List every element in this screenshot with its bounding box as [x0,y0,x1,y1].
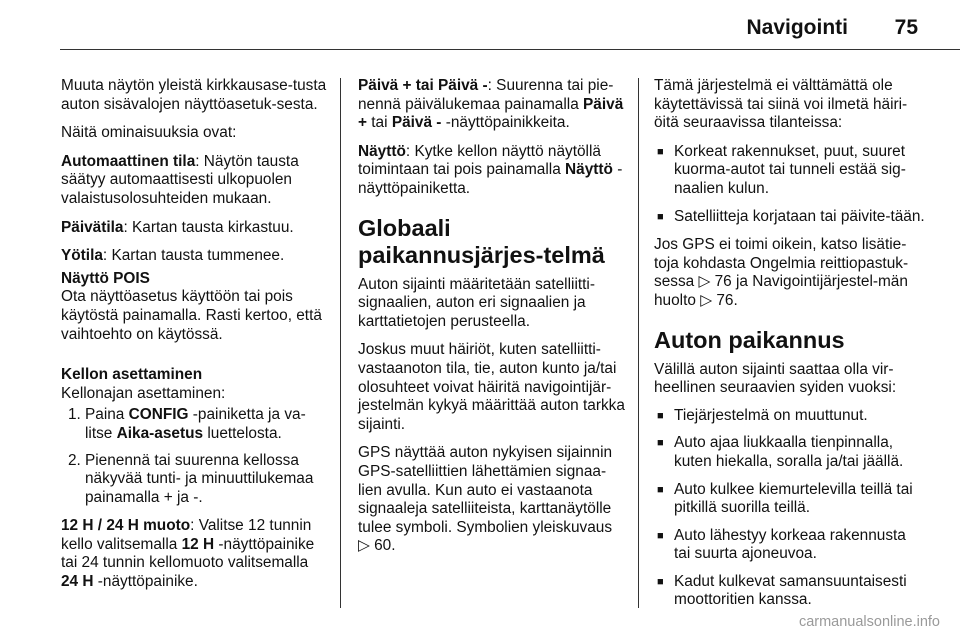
interference-list [654,143,926,226]
page-reference-link[interactable]: ▷ 60. [358,537,396,555]
paragraph-gps-3: GPS näyttää auton nykyisen sijainnin GPS-satelliittien lähettämien signaa-lien avulla. Kun auto ei vastaanota signaaleja satelliiteista, karttanäytölle tulee symboli. Symbolien yleiskuvaus ▷ 60. [358,444,613,555]
page-reference-link[interactable]: ▷ 76. [700,291,738,309]
paragraph-clock-format: 12 H / 24 H muoto: Valitse 12 tunnin kello valitsemalla 12 H -näyttöpainike tai 24 tunnin kellomuoto valitsemalla 24 H -näyttöpainike. [61,517,315,591]
paragraph-auto-mode: Automaattinen tila: Näytön tausta säätyy automaattisesti ulkopuolen valaistusolosuhteiden mukaan. [61,152,299,207]
list-item-text: Kadut kulkevat samansuuntaisesti moottoritien kanssa. [674,572,907,609]
square-bullet-icon: ■ [657,437,664,450]
positioning-error-list [654,407,926,610]
list-item [654,573,926,610]
list-item [654,527,926,564]
subheading-clock: Kellon asettaminen [61,366,203,384]
config-button-label: CONFIG [128,406,189,424]
list-item-text: Auto lähestyy korkeaa rakennusta tai suurta ajoneuvoa. [674,526,906,563]
column-1 [61,77,329,602]
term-day-mode: Päivätila [61,218,124,236]
square-bullet-icon: ■ [657,575,664,588]
term-display: Näyttö [358,142,406,160]
paragraph-display-off: Ota näyttöasetus käyttöön tai pois käytöstä painamalla. Rasti kertoo, että vaihtoehto on käytössä. [61,288,322,343]
column-2 [358,77,626,566]
section-title: Navigointi [746,16,848,39]
paragraph-gps-1: Auton sijainti määritetään satelliitti-signaalien, auton eri signaalien ja karttatietojen perusteella. [358,275,595,330]
clock-steps-list [61,406,329,507]
header-divider [60,49,960,50]
paragraph-day-mode: Päivätila: Kartan tausta kirkastuu. [61,218,294,236]
list-item [654,434,926,471]
square-bullet-icon: ■ [657,409,664,422]
list-item [654,208,926,227]
watermark: carmanualsonline.info [798,614,940,630]
term-clock-format: 12 H / 24 H muoto [61,517,191,535]
paragraph-positioning-intro: Välillä auton sijainti saattaa olla vir-heellinen seuraavien syiden vuoksi: [654,360,897,397]
paragraph-features: Näitä ominaisuuksia ovat: [61,124,237,142]
list-item [654,407,926,426]
paragraph-date-zoom: Päivä + tai Päivä -: Suurenna tai pie-nennä päivälukemaa painamalla Päivä + tai Päivä - -näyttöpainikkeita. [358,77,624,132]
list-item-text: Auto ajaa liukkaalla tienpinnalla, kuten hiekalla, soralla ja/tai jäällä. [674,434,904,470]
heading-gps: Globaali paikannusjärjes-telmä [358,214,605,268]
term-date-zoom: Päivä + tai Päivä - [358,77,488,94]
list-item-text: Tiejärjestelmä on muuttunut. [674,406,868,424]
square-bullet-icon: ■ [657,529,664,542]
column-3 [654,77,926,620]
term-night-mode: Yötila [61,247,103,265]
subheading-display-off: Näyttö POIS [61,269,150,287]
paragraph-clock-intro: Kellonajan asettaminen: [61,384,226,402]
list-item: 2. Pienennä tai suurenna kellossa näkyvää tunti- ja minuuttilukemaa painamalla + ja -. [68,451,314,506]
list-item [654,481,926,518]
term-auto-mode: Automaattinen tila [61,152,196,170]
time-setting-label: Aika-asetus [116,424,204,442]
paragraph-night-mode: Yötila: Kartan tausta tummenee. [61,247,285,265]
page-reference-link[interactable]: ▷ 76 [698,273,732,291]
list-item-text: Korkeat rakennukset, puut, suuret kuorma-autot tai tunneli estää sig-naalien kulun. [674,142,906,197]
paragraph-gps-2: Joskus muut häiriöt, kuten satelliitti-vastaanoton tila, tie, auton kunto ja/tai olosuhteet voivat häiritä navigointijär-jestelmän kykyä määrittää auton tarkka sijainti. [358,341,625,433]
paragraph-brightness: Muuta näytön yleistä kirkkausase-tusta auton sisävalojen näyttöasetuk-sesta. [61,77,327,113]
square-bullet-icon: ■ [657,210,664,223]
column-divider-1 [340,78,341,608]
page-number: 75 [894,16,918,39]
list-item-text: Auto kulkee kiemurtelevilla teillä tai pitkillä suorilla teillä. [674,480,913,517]
step-number: 2. [68,451,81,469]
heading-positioning: Auton paikannus [654,326,845,353]
column-divider-2 [638,78,639,608]
page-header [0,0,960,50]
paragraph-availability: Tämä järjestelmä ei välttämättä ole käytettävissä tai siinä voi ilmetä häiri-öitä seuraavissa tilanteissa: [654,77,908,132]
step-number: 1. [68,406,81,424]
paragraph-gps-fault: Jos GPS ei toimi oikein, katso lisätie-toja kohdasta Ongelmia reittiopastuk-sessa ▷ 76 ja Navigointijärjestel-män huolto ▷ 76. [654,236,909,309]
list-item-text: Satelliitteja korjataan tai päivite-tään. [674,207,925,225]
square-bullet-icon: ■ [657,145,664,158]
list-item [654,143,926,199]
list-item: 1. Paina CONFIG -painiketta ja va-litse Aika-asetus luettelosta. [68,406,306,442]
paragraph-display-toggle: Näyttö: Kytke kellon näyttö näytöllä toimintaan tai pois painamalla Näyttö -näyttöpainiketta. [358,142,623,197]
square-bullet-icon: ■ [657,483,664,496]
